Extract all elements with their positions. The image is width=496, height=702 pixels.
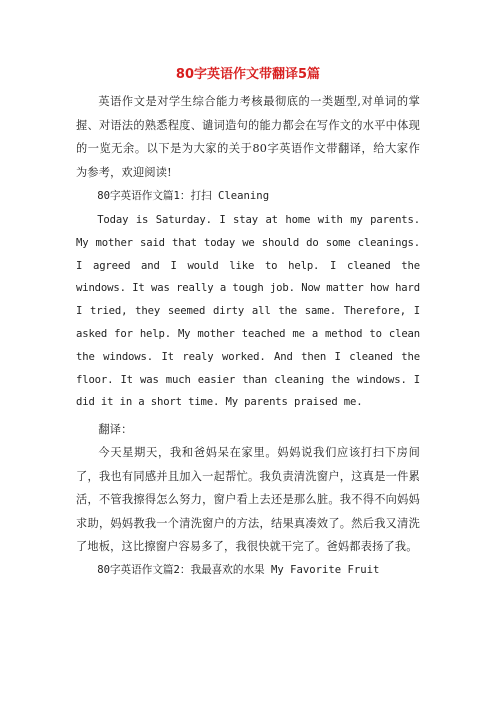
translation-label: 翻译： [98, 423, 133, 436]
essay-1-heading: 80字英语作文篇1：打扫 Cleaning [97, 190, 270, 202]
essay-2-heading: 80字英语作文篇2：我最喜欢的水果 My Favorite Fruit [97, 564, 380, 576]
essay-1-translation: 今天星期天，我和爸妈呆在家里。妈妈说我们应该打扫下房间了，我也有同感并且加入一起帮忙。我负责清洗窗户，这真是一件累活，不管我擦得怎么努力，窗户看上去还是那么脏。我不得不向妈妈求助，妈妈教我一个清洗窗户的方法，结果真凑效了。然后我又清洗了地板，这比擦窗户容易多了，我很快就干完了。爸妈都表扬了我。 [76, 446, 420, 553]
intro-paragraph: 英语作文是对学生综合能力考核最彻底的一类题型,对单词的掌握、对语法的熟悉程度、谴词造句的能力都会在写作文的水平中体现的一览无余。以下是为大家的关于80字英语作文带翻译，给大家作为参考，欢迎阅读! [76, 95, 420, 179]
essay-1-body: Today is Saturday. I stay at home with my parents. My mother said that today we should do some cleanings. I agreed and I would like to help. I cleaned the windows. It was really a tough job. Now matter how hard I tried, they seemed dirty all the same. Therefore, I asked for help. My mother teached me a method to clean the windows. It realy worked. And then I cleaned the floor. It was much easier than cleaning the windows. I did it in a short time. My parents praised me. [76, 214, 420, 409]
document-title: 80字英语作文带翻译5篇 [175, 67, 321, 82]
